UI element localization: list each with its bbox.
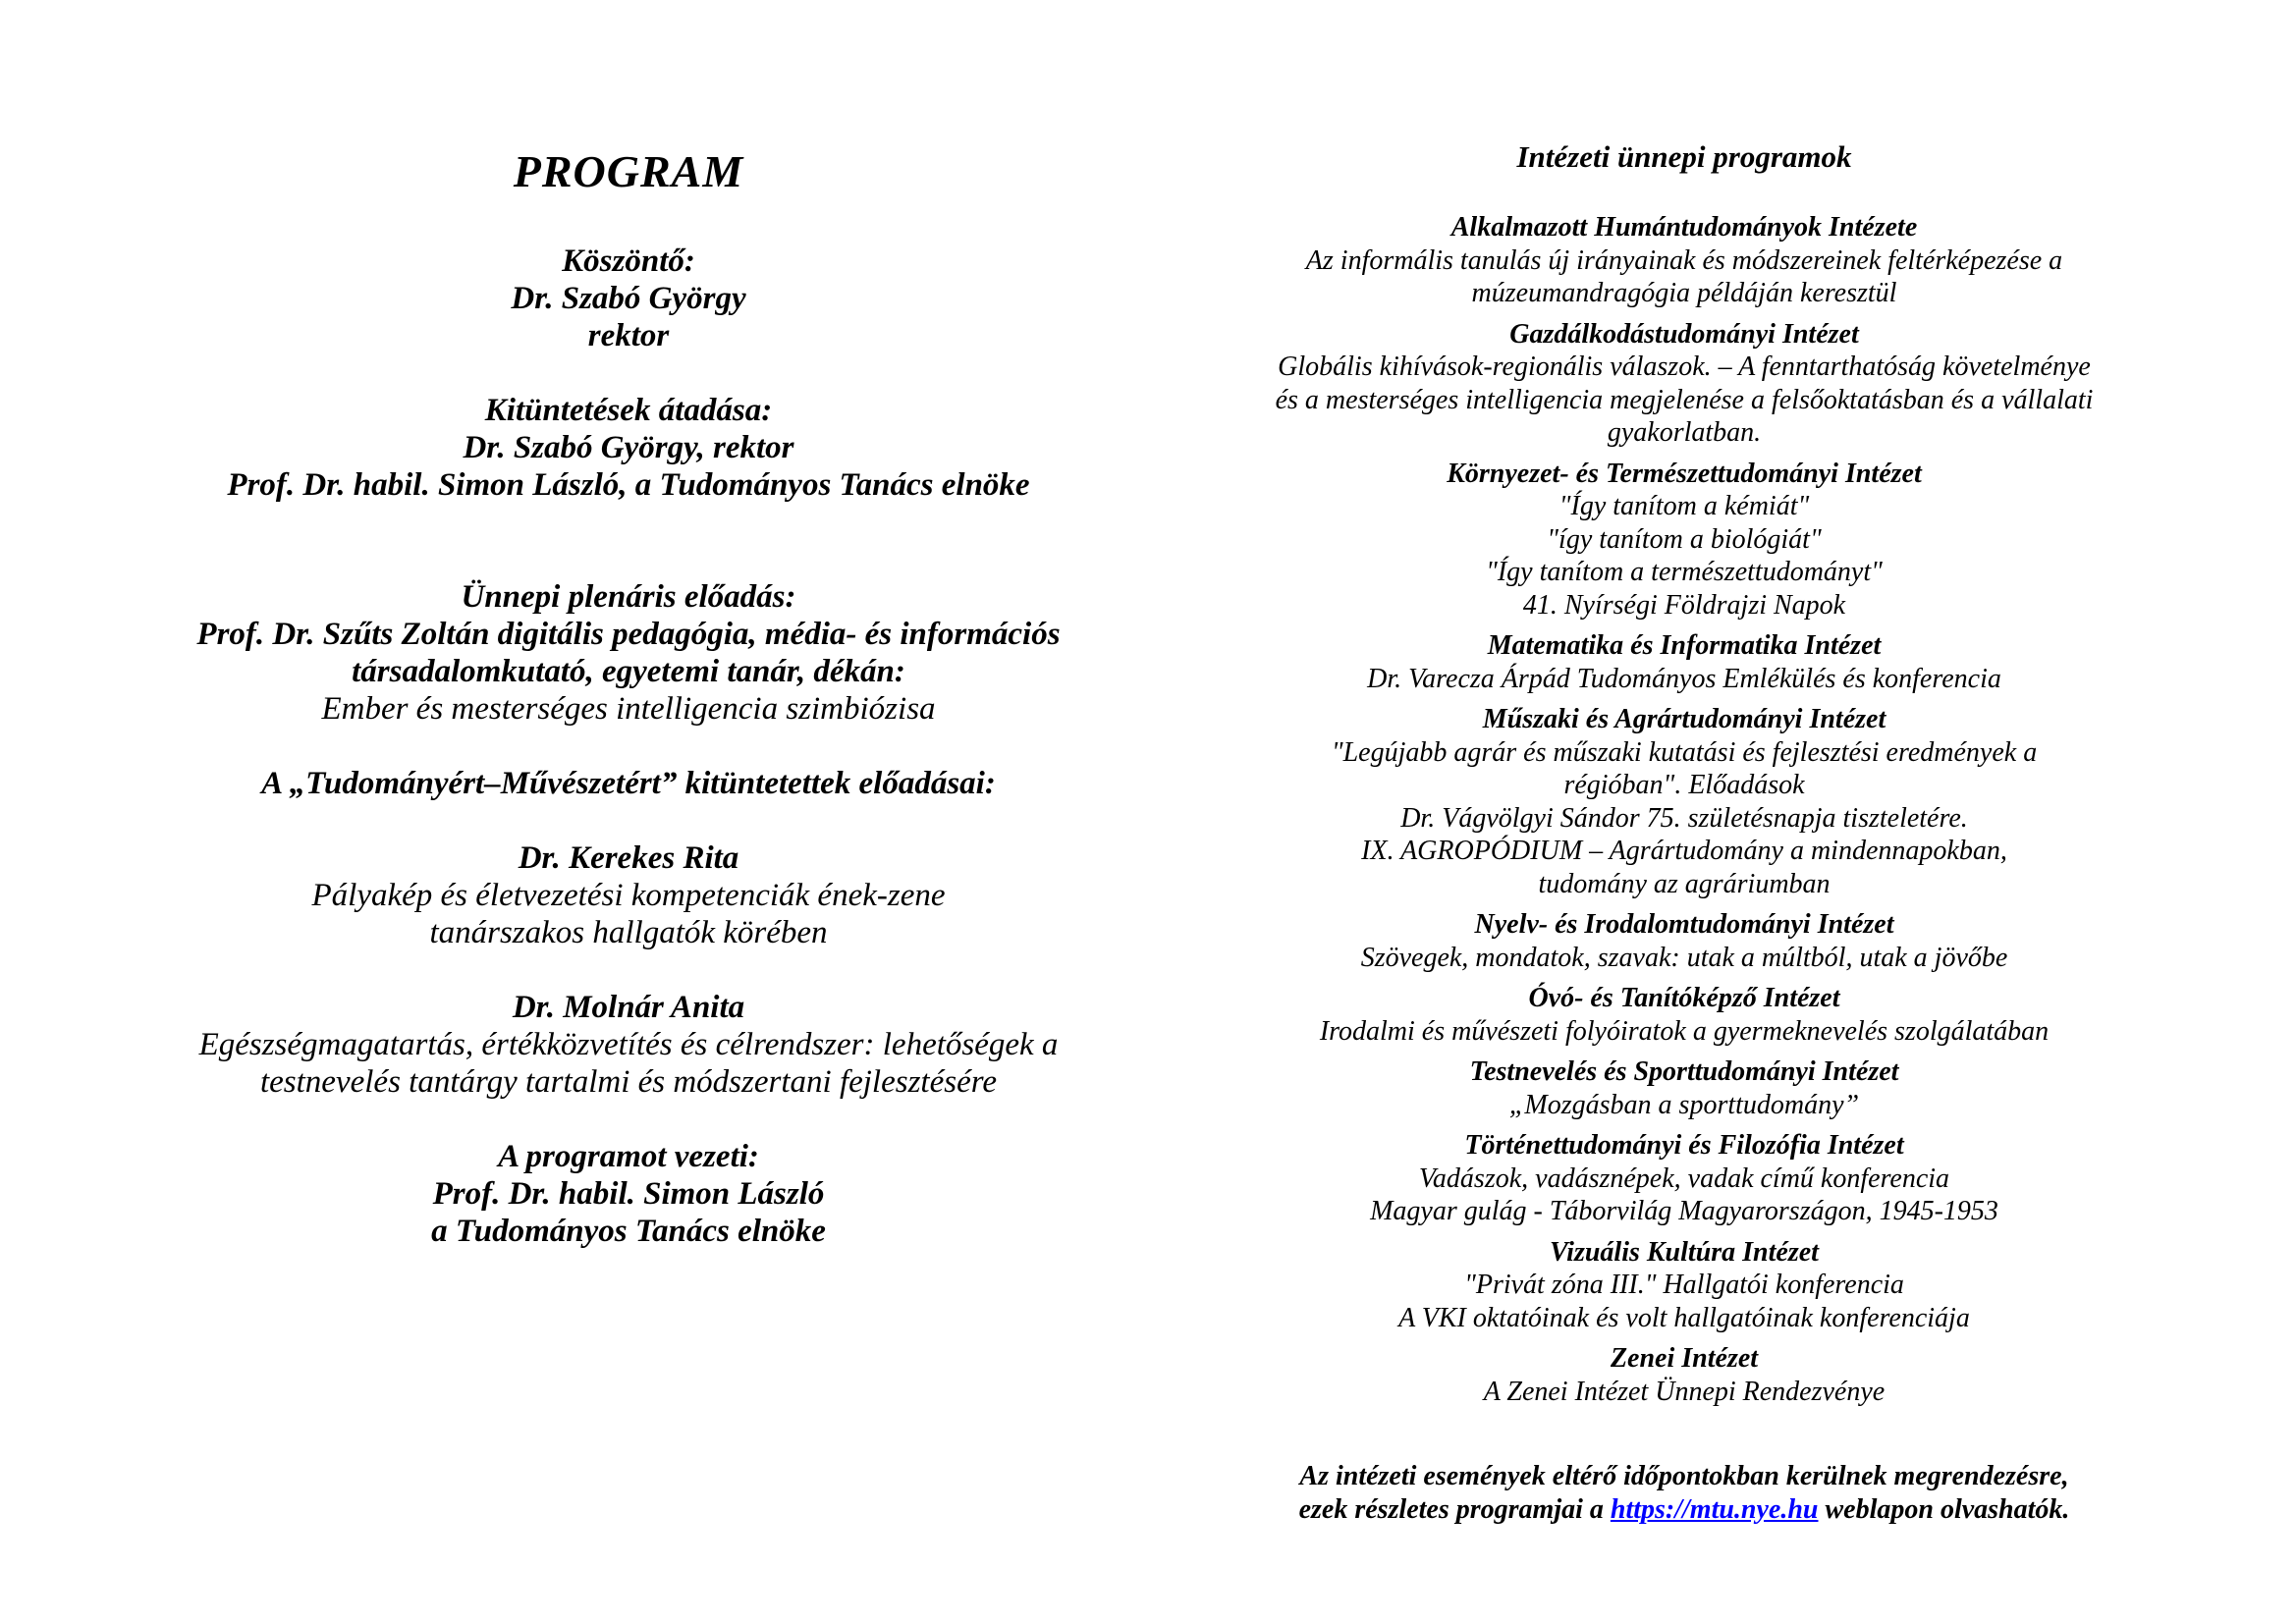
event-line: Globális kihívások-regionális válaszok. – A fenntarthatóság követelménye	[1278, 352, 2091, 382]
program-line: Prof. Dr. Szűts Zoltán digitális pedagógia, média- és információs	[196, 617, 1061, 652]
event-line: Vadászok, vadásznépek, vadak című konferencia	[1418, 1163, 1950, 1194]
event-line: "Legújabb agrár és műszaki kutatási és fejlesztési eredmények a	[1331, 736, 2038, 768]
institute-block	[1193, 1342, 2175, 1408]
institute-name: Műszaki és Agrártudományi Intézet	[1482, 704, 1886, 734]
institute-name: Környezet- és Természettudományi Intézet	[1447, 458, 1922, 489]
program-section-molnar	[137, 989, 1120, 1101]
program-line: A programot vezeti:	[498, 1139, 759, 1174]
event-line: tudomány az agráriumban	[1538, 868, 1831, 899]
institute-name: Matematika és Informatika Intézet	[1487, 630, 1882, 661]
institute-name: Alkalmazott Humántudományok Intézete	[1450, 212, 1918, 243]
event-line: Szövegek, mondatok, szavak: utak a múltból, utak a jövőbe	[1360, 942, 2008, 973]
program-section-koszonto	[137, 243, 1120, 354]
institute-block	[1193, 211, 2175, 310]
program-title: PROGRAM	[513, 146, 744, 196]
event-line: Magyar gulág - Táborvilág Magyarországon, 1945-1953	[1370, 1196, 1998, 1226]
program-line: Ember és mesterséges intelligencia szimbiózisa	[321, 691, 936, 727]
event-line: A Zenei Intézet Ünnepi Rendezvénye	[1483, 1376, 1886, 1407]
event-line: és a mesterséges intelligencia megjelenése a felsőoktatásban és a vállalati	[1275, 384, 2094, 415]
program-section-kerekes	[137, 839, 1120, 951]
event-line: "Így tanítom a természettudományt"	[1486, 557, 1883, 587]
event-line: 41. Nyírségi Földrajzi Napok	[1522, 589, 1846, 621]
event-line: "így tanítom a biológiát"	[1547, 523, 1822, 555]
event-line: "Privát zóna III." Hallgatói konferencia	[1464, 1270, 1904, 1300]
left-column	[137, 144, 1120, 1250]
program-line: Pályakép és életvezetési kompetenciák ének-zene	[311, 878, 946, 913]
program-line: Ünnepi plenáris előadás:	[461, 579, 796, 615]
program-line: a Tudományos Tanács elnöke	[431, 1214, 826, 1249]
event-line: A VKI oktatóinak és volt hallgatóinak konferenciája	[1398, 1302, 1970, 1333]
program-line: Egészségmagatartás, értékközvetítés és célrendszer: lehetőségek a	[198, 1027, 1059, 1062]
program-section-kituntetesek	[137, 392, 1120, 504]
event-line: Az informális tanulás új irányainak és módszereinek feltérképezése a	[1305, 244, 2063, 276]
institute-name: Zenei Intézet	[1610, 1343, 1759, 1374]
event-line: „Mozgásban a sporttudomány”	[1508, 1089, 1860, 1120]
institute-block	[1193, 629, 2175, 695]
speaker-name: Dr. Molnár Anita	[512, 990, 745, 1025]
program-line: testnevelés tantárgy tartalmi és módszertani fejlesztésére	[259, 1064, 997, 1100]
event-line: IX. AGROPÓDIUM – Agrártudomány a mindennapokban,	[1361, 836, 2007, 866]
program-line: Kitüntetések átadása:	[484, 393, 773, 428]
institute-name: Óvó- és Tanítóképző Intézet	[1528, 983, 1840, 1013]
program-line: tanárszakos hallgatók körében	[429, 915, 828, 950]
institute-block	[1193, 982, 2175, 1048]
event-line: múzeumandragógia példáján keresztül	[1471, 278, 1897, 308]
footer-line	[1193, 1493, 2175, 1527]
website-link[interactable]: https://mtu.nye.hu	[1610, 1493, 1819, 1525]
institute-name: Gazdálkodástudományi Intézet	[1509, 318, 1859, 350]
program-line: társadalomkutató, egyetemi tanár, dékán:	[352, 654, 905, 689]
program-section-vezeti	[137, 1138, 1120, 1250]
program-line: Dr. Szabó György, rektor	[463, 430, 794, 465]
right-column	[1193, 137, 2175, 1526]
institute-name: Vizuális Kultúra Intézet	[1550, 1236, 1819, 1268]
institute-name: Történettudományi és Filozófia Intézet	[1464, 1130, 1904, 1161]
program-section-kituntetettek-eloadasai	[137, 765, 1120, 802]
institute-block	[1193, 1055, 2175, 1121]
footer-text-suffix: weblapon olvashatók.	[1818, 1493, 2070, 1525]
event-line: régióban". Előadások	[1563, 770, 1805, 800]
institute-block	[1193, 1236, 2175, 1335]
institute-block	[1193, 318, 2175, 450]
speaker-name: Dr. Kerekes Rita	[518, 840, 739, 876]
program-section-plenaris	[137, 578, 1120, 728]
institute-block	[1193, 703, 2175, 900]
program-line: Dr. Szabó György	[511, 281, 746, 316]
program-line: rektor	[587, 318, 670, 353]
footer-line: Az intézeti események eltérő időpontokban kerülnek megrendezésre,	[1299, 1461, 2069, 1491]
institutes-title: Intézeti ünnepi programok	[1516, 139, 1852, 174]
event-line: Irodalmi és művészeti folyóiratok a gyermeknevelés szolgálatában	[1319, 1015, 2050, 1047]
institute-block	[1193, 1129, 2175, 1228]
event-line: gyakorlatban.	[1607, 417, 1762, 448]
institute-block	[1193, 908, 2175, 974]
program-line: Prof. Dr. habil. Simon László, a Tudományos Tanács elnöke	[227, 467, 1030, 503]
program-line: A „Tudományért–Művészetért” kitüntetettek előadásai:	[261, 766, 996, 801]
program-line: Köszöntő:	[562, 243, 695, 279]
event-line: Dr. Varecza Árpád Tudományos Emlékülés és konferencia	[1367, 663, 2001, 694]
institute-name: Nyelv- és Irodalomtudományi Intézet	[1474, 909, 1894, 940]
program-line: Prof. Dr. habil. Simon László	[432, 1176, 825, 1212]
institute-block	[1193, 458, 2175, 622]
footer-note	[1193, 1460, 2175, 1526]
event-line: "Így tanítom a kémiát"	[1558, 491, 1810, 521]
event-line: Dr. Vágvölgyi Sándor 75. születésnapja tiszteletére.	[1400, 802, 1968, 834]
footer-text-prefix: ezek részletes programjai a	[1298, 1493, 1611, 1525]
institute-name: Testnevelés és Sporttudományi Intézet	[1469, 1056, 1899, 1087]
